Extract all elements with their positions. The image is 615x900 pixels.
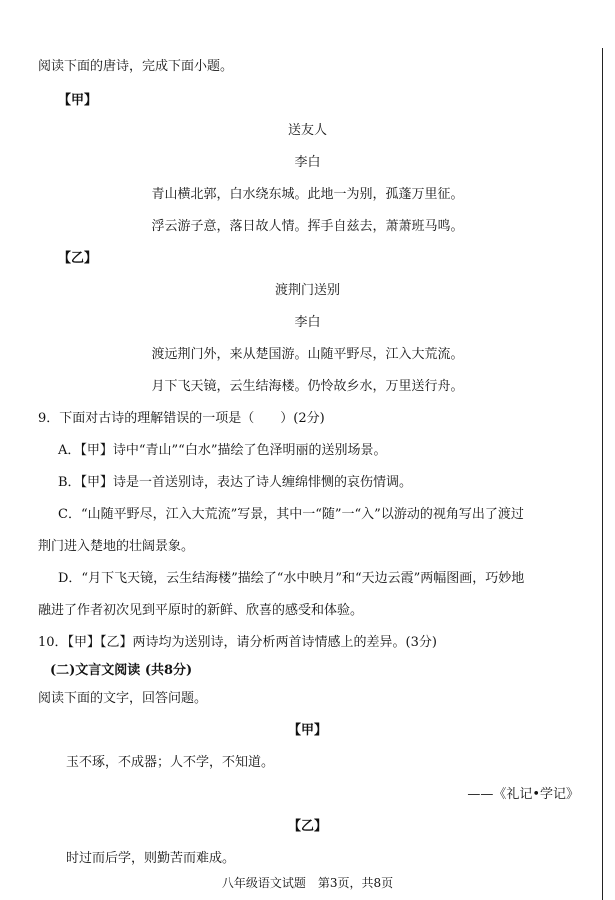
question-9-stem: 9．下面对古诗的理解错误的一项是（ ）(2分)	[38, 411, 325, 426]
poem-a-title: 送友人	[287, 123, 327, 138]
passage-a-source: ——《礼记•学记》	[467, 787, 579, 802]
poem-a-line-2: 浮云游子意，落日故人情。挥手自兹去，萧萧班马鸣。	[151, 219, 464, 234]
poem-b-title: 渡荆门送别	[274, 283, 340, 298]
section-2-instruction: 阅读下面的文字，回答问题。	[38, 691, 208, 706]
question-10: 10．【甲】【乙】两诗均为送别诗，请分析两首诗情感上的差异。(3分)	[38, 635, 437, 650]
passage-a-marker: 【甲】	[287, 723, 327, 738]
section-2-heading: (二)文言文阅读 (共8分)	[50, 663, 193, 678]
passage-b-marker: 【乙】	[287, 819, 327, 834]
poem-b-line-2: 月下飞天镜，云生结海楼。仍怜故乡水，万里送行舟。	[151, 379, 464, 394]
question-9-option-c-line-1: C．“山随平野尽，江入大荒流”写景，其中一“随”一“入”以游动的视角写出了渡过	[58, 507, 524, 522]
reading-instruction: 阅读下面的唐诗，完成下面小题。	[38, 59, 234, 74]
poem-a-author: 李白	[294, 155, 321, 170]
page-footer: 八年级语文试题 第3页，共8页	[221, 876, 394, 890]
question-9-option-a: A．【甲】诗中“青山”“白水”描绘了色泽明丽的送别场景。	[58, 443, 387, 458]
passage-a-text: 玉不琢，不成器；人不学，不知道。	[66, 755, 275, 770]
poem-b-line-1: 渡远荆门外，来从楚国游。山随平野尽，江入大荒流。	[151, 347, 464, 362]
page-edge-rule	[602, 48, 603, 900]
poem-b-marker: 【乙】	[58, 251, 98, 266]
poem-b-author: 李白	[294, 315, 321, 330]
poem-a-line-1: 青山横北郭，白水绕东城。此地一为别，孤蓬万里征。	[151, 187, 464, 202]
question-9-option-c-line-2: 荆门进入楚地的壮阔景象。	[38, 539, 195, 554]
question-9-option-d-line-2: 融进了作者初次见到平原时的新鲜、欣喜的感受和体验。	[38, 603, 364, 618]
poem-a-marker: 【甲】	[58, 93, 98, 108]
passage-b-text: 时过而后学，则勤苦而难成。	[66, 851, 236, 866]
question-9-option-b: B．【甲】诗是一首送别诗，表达了诗人缠绵悱恻的哀伤情调。	[58, 475, 413, 490]
question-9-option-d-line-1: D．“月下飞天镜，云生结海楼”描绘了“水中映月”和“天边云霞”两幅图画，巧妙地	[58, 571, 525, 586]
